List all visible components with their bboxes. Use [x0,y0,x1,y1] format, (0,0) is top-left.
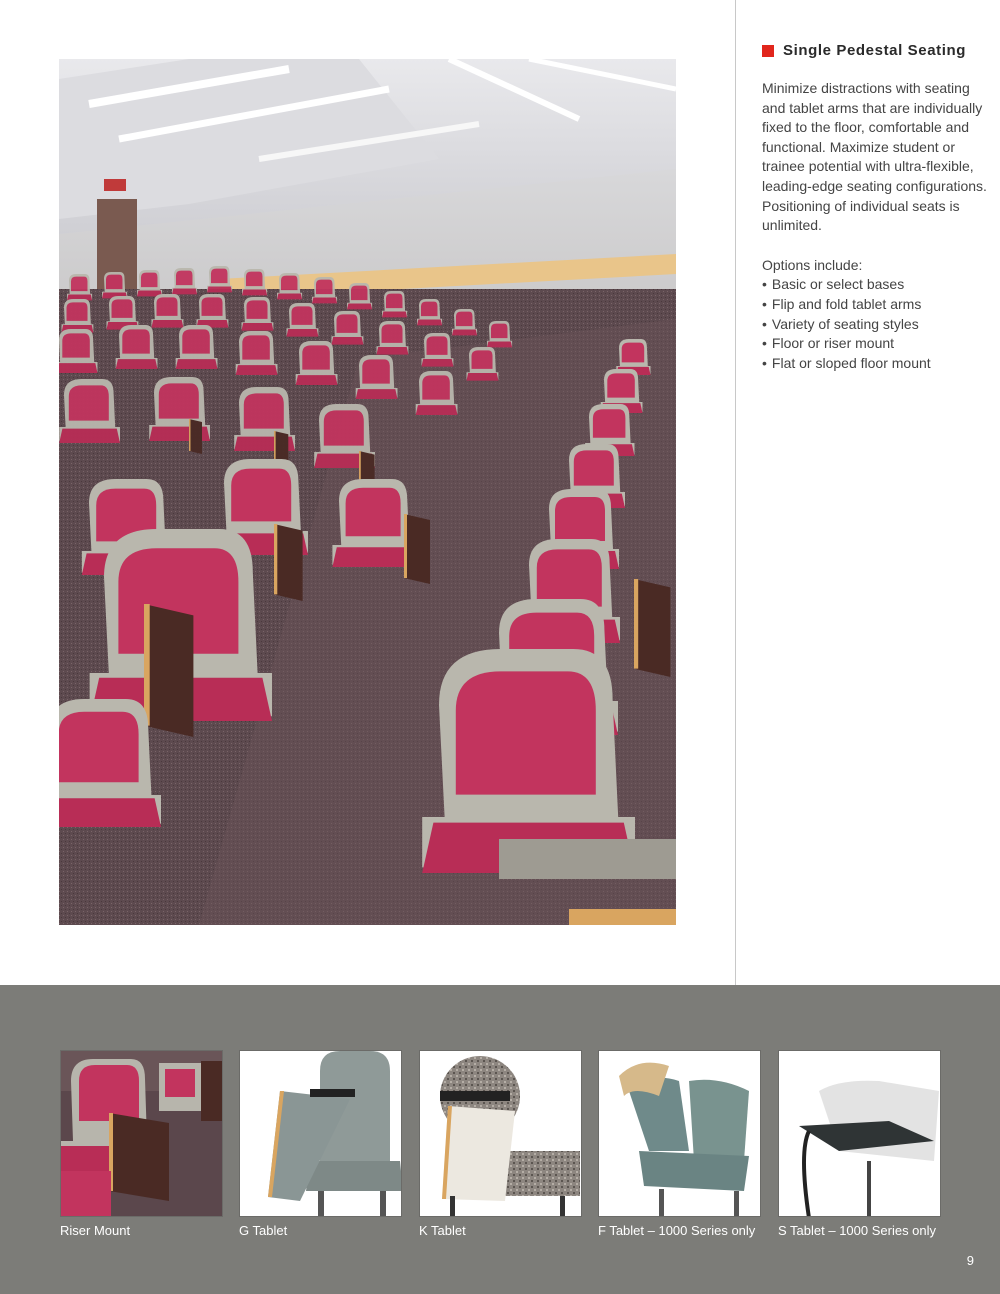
caption-f-tablet: F Tablet – 1000 Series only [598,1223,756,1238]
k-tablet-photo [419,1050,582,1217]
g-tablet-photo [239,1050,402,1217]
caption-riser-mount: Riser Mount [60,1223,131,1238]
caption-s-tablet: S Tablet – 1000 Series only [778,1223,937,1238]
lecture-hall-photo [59,59,676,925]
red-square-icon [762,45,774,57]
column-divider [735,0,736,985]
riser-mount-photo [60,1050,223,1217]
f-tablet-photo [598,1050,761,1217]
options-title: Options include: [762,256,863,273]
section-body: Minimize distractions with seating and tablet arms that are individually fixed to the floor, comfortable and functional. Maximize student or trainee potential with ultra-flexible, leading-edge seating configurations. Positioning of individual seats is unlimited. [762,80,987,234]
options-band [0,985,1000,1294]
option-item: • Flip and fold tablet arms [762,295,992,315]
option-item: • Flat or sloped floor mount [762,354,992,374]
option-item: • Variety of seating styles [762,315,992,335]
product-description [762,42,992,373]
page-number: 9 [966,1253,974,1268]
option-item: • Floor or riser mount [762,334,992,354]
caption-g-tablet: G Tablet [239,1223,288,1238]
section-heading [762,42,992,59]
s-tablet-photo [778,1050,941,1217]
option-item: • Basic or select bases [762,275,992,295]
section-title: Single Pedestal Seating [783,42,967,59]
options-list [762,275,992,373]
caption-k-tablet: K Tablet [419,1223,466,1238]
